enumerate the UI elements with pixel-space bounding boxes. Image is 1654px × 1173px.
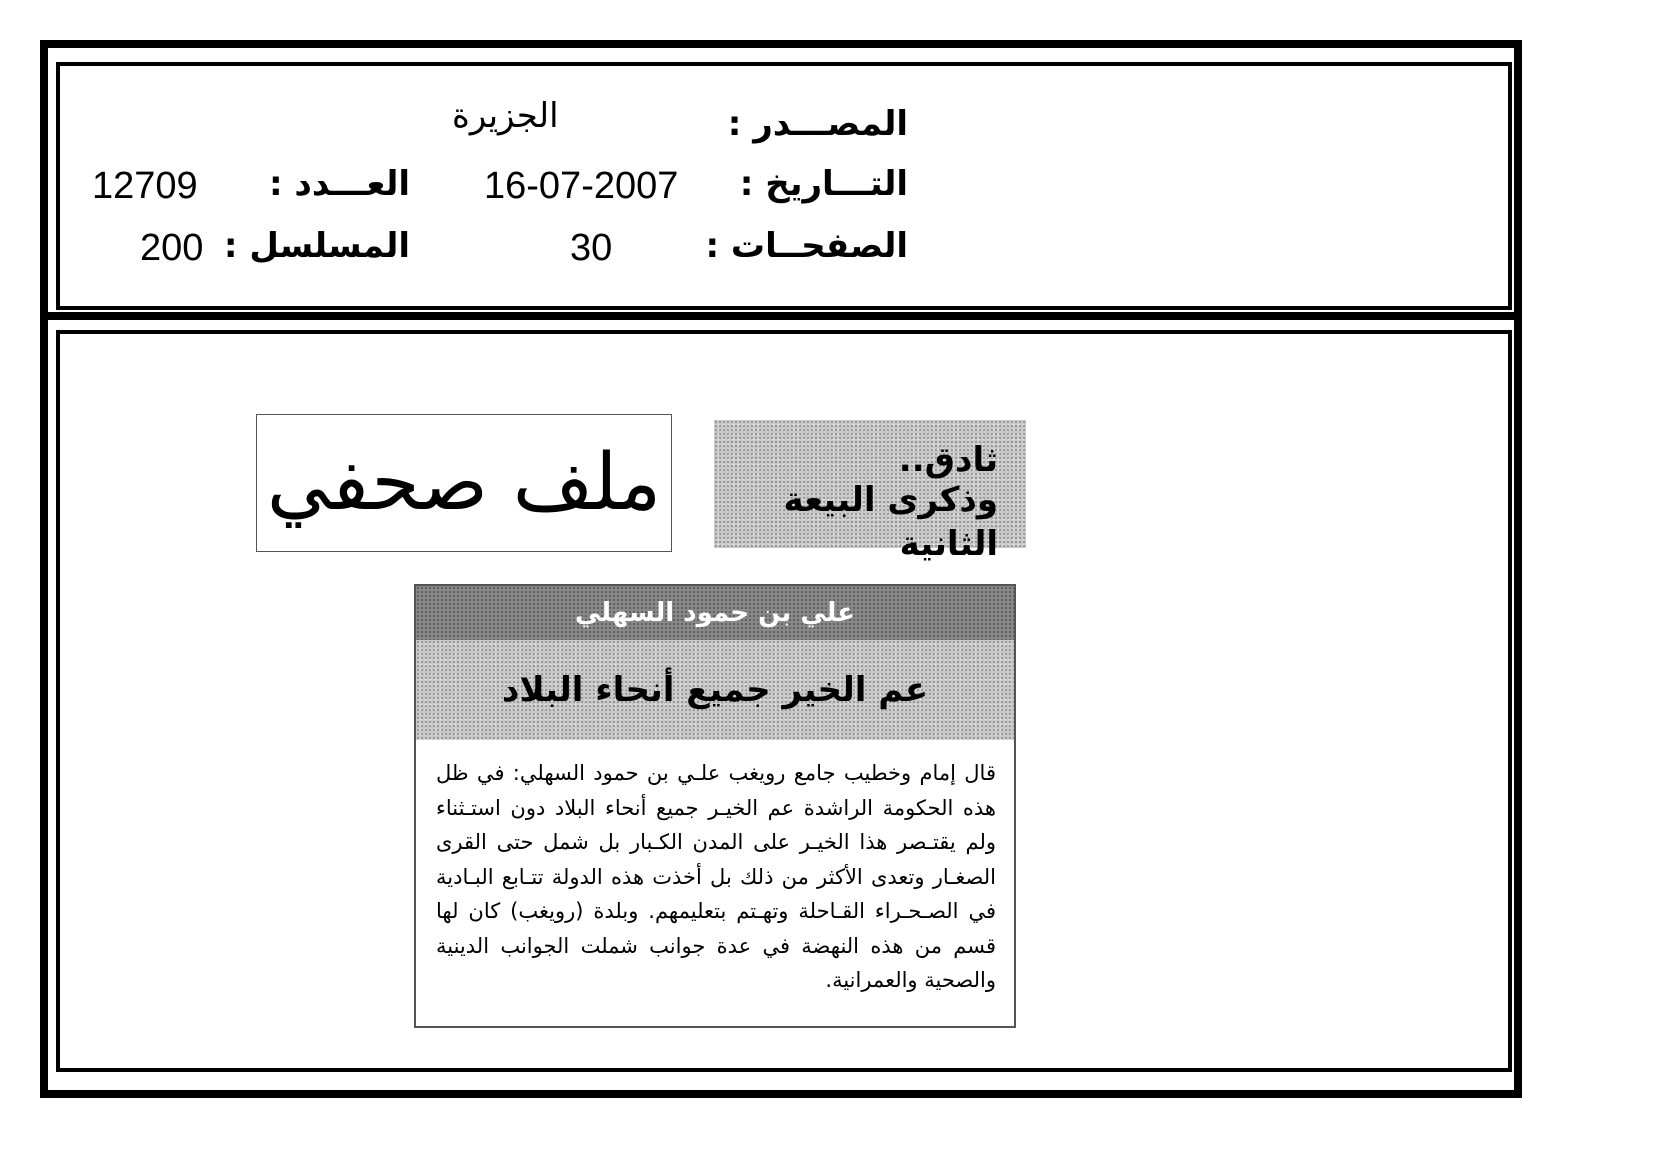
article-author-bar [416,586,1014,640]
article-title: عم الخير جميع أنحاء البلاد [501,670,929,710]
section-tag [714,420,1026,564]
article-body: قال إمام وخطيب جامع رويغب علـي بن حمود السهلي: في ظل هذه الحكومة الراشدة عم الخيـر جميع أنحاء البلاد دون استـثناء ولم يقتـصر هذا الخيـر على المدن الكـبار بل شمل حتى القرى الصغـار وتعدى الأكثر من ذلك بل أخذت هذه الدولة تتـابع البـادية في الصـحـراء القـاحلة وتهـتم بتعليمهم. وبلدة (رويغب) كان لها قسم من هذه النهضة في عدة جوانب شملت الجوانب الدينية والصحية والعمرانية. [436,761,996,992]
press-file-badge [256,414,672,552]
source-value: الجزيرة [452,96,559,136]
source-label: المصـــدر : [727,104,908,144]
pages-value: 30 [570,227,613,269]
press-file-text: ملف صحفي [266,438,662,528]
article-clipping [414,584,1016,1028]
header-separator [44,312,1518,320]
article-title-band [416,640,1014,740]
serial-label: المسلسل : [223,226,410,266]
section-tag-line2: وذكرى البيعة الثانية [783,480,998,564]
pages-label: الصفحــات : [705,226,908,266]
issue-label: العـــدد : [269,164,410,204]
date-label: التـــاريخ : [739,164,908,204]
article-author: علي بن حمود السهلي [574,598,856,628]
issue-value: 12709 [92,165,198,207]
serial-value: 200 [140,227,204,269]
section-tag-line1: ثادق.. [898,440,998,480]
date-value: 16-07-2007 [484,165,679,207]
